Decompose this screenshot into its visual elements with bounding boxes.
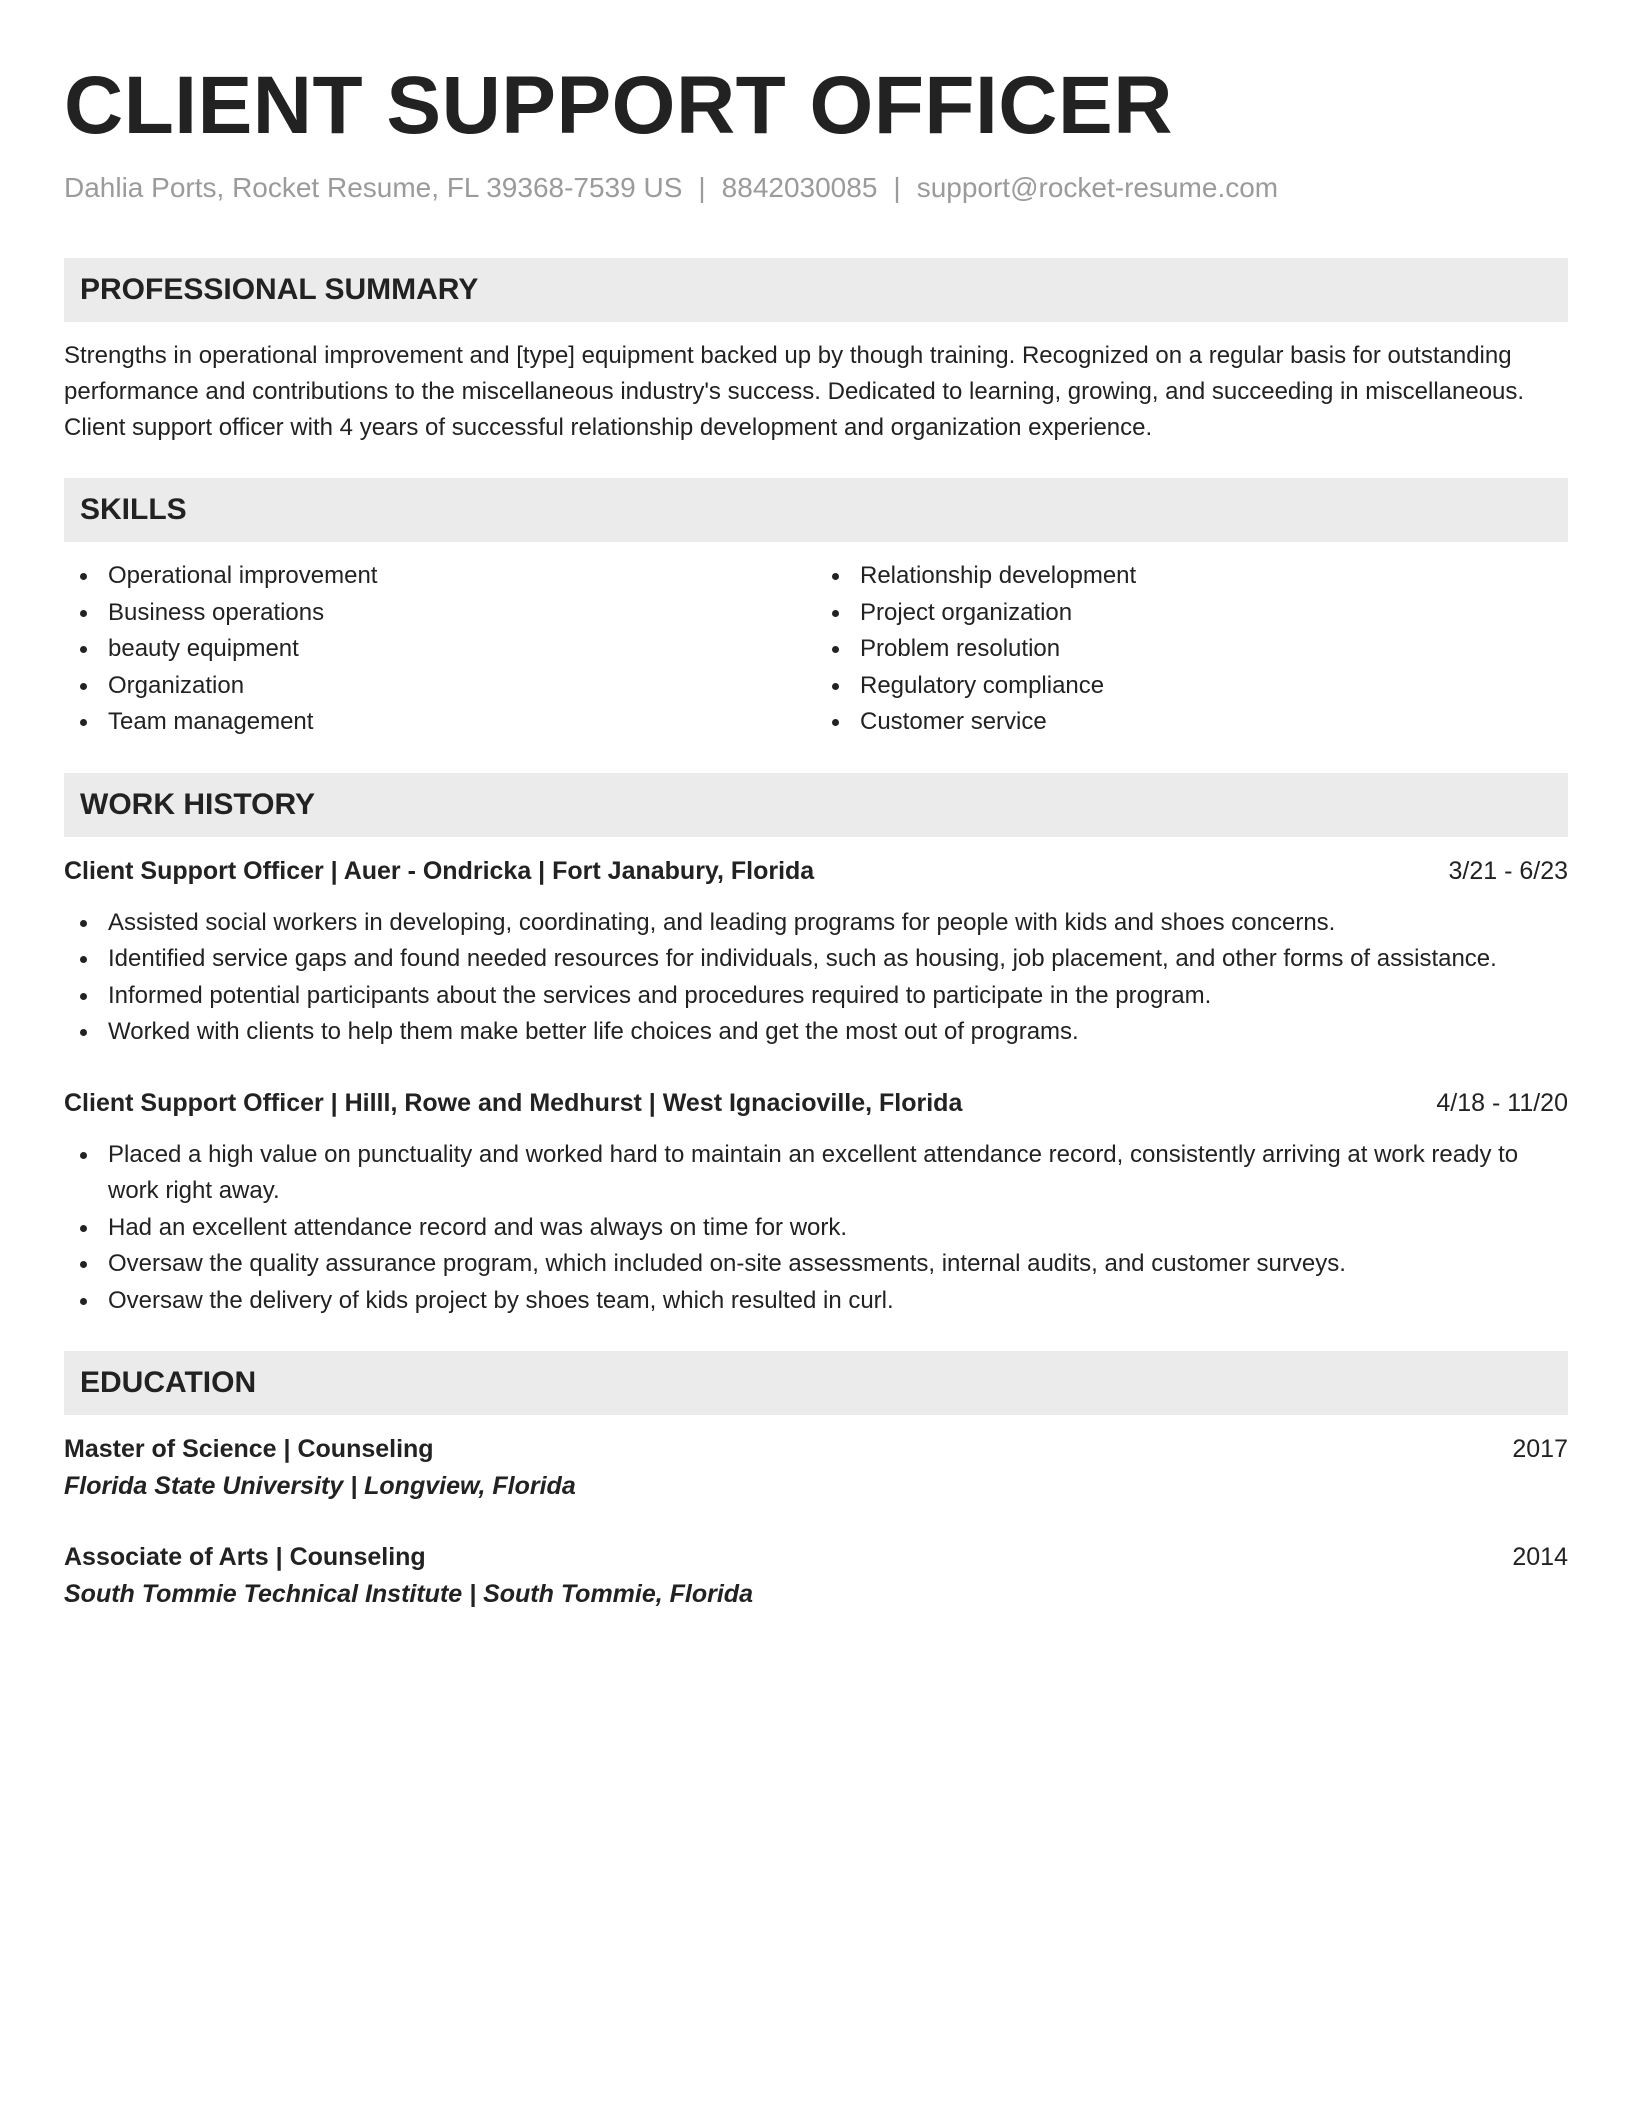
skill-item: Customer service bbox=[816, 704, 1568, 741]
job-dates: 4/18 - 11/20 bbox=[1436, 1088, 1568, 1117]
skill-item: Relationship development bbox=[816, 558, 1568, 595]
skills-column-left bbox=[64, 558, 816, 741]
job-bullet: Oversaw the quality assurance program, which included on-site assessments, internal audits, and customer surveys. bbox=[64, 1246, 1568, 1283]
education-entry bbox=[64, 1431, 1568, 1505]
job-dates: 3/21 - 6/23 bbox=[1448, 856, 1568, 885]
job-bullet: Worked with clients to help them make better life choices and get the most out of programs. bbox=[64, 1014, 1568, 1051]
contact-line bbox=[64, 170, 1568, 206]
skill-item: Team management bbox=[64, 704, 816, 741]
job-title: Client Support Officer | Auer - Ondricka | Fort Janabury, Florida bbox=[64, 856, 815, 885]
job-title: Client Support Officer | Hilll, Rowe and Medhurst | West Ignacioville, Florida bbox=[64, 1088, 963, 1117]
skill-item: beauty equipment bbox=[64, 631, 816, 668]
job-bullets bbox=[64, 905, 1568, 1051]
job-bullet: Placed a high value on punctuality and worked hard to maintain an excellent attendance record, consistently arriving at work ready to work right away. bbox=[64, 1137, 1568, 1210]
skill-item: Problem resolution bbox=[816, 631, 1568, 668]
section-header-summary: PROFESSIONAL SUMMARY bbox=[64, 258, 1568, 322]
contact-address: Dahlia Ports, Rocket Resume, FL 39368-7539 US bbox=[64, 172, 683, 203]
skill-item: Regulatory compliance bbox=[816, 668, 1568, 705]
education-header bbox=[64, 1539, 1568, 1575]
resume-title: CLIENT SUPPORT OFFICER bbox=[64, 60, 1173, 151]
section-header-work-history: WORK HISTORY bbox=[64, 773, 1568, 837]
skill-item: Project organization bbox=[816, 595, 1568, 632]
section-header-education: EDUCATION bbox=[64, 1351, 1568, 1415]
job-header bbox=[64, 1085, 1568, 1121]
education-school: South Tommie Technical Institute | South Tommie, Florida bbox=[64, 1580, 753, 1608]
skills-list bbox=[64, 558, 1568, 741]
job-header bbox=[64, 853, 1568, 889]
job-bullet: Informed potential participants about the services and procedures required to participate in the program. bbox=[64, 978, 1568, 1015]
education-school: Florida State University | Longview, Florida bbox=[64, 1472, 576, 1500]
job-bullets bbox=[64, 1137, 1568, 1320]
skill-item: Operational improvement bbox=[64, 558, 816, 595]
education-degree: Master of Science | Counseling bbox=[64, 1435, 434, 1463]
job-bullet: Oversaw the delivery of kids project by shoes team, which resulted in curl. bbox=[64, 1283, 1568, 1320]
contact-email: support@rocket-resume.com bbox=[916, 172, 1279, 203]
skill-item: Organization bbox=[64, 668, 816, 705]
section-header-skills: SKILLS bbox=[64, 478, 1568, 542]
contact-separator: | bbox=[893, 172, 901, 203]
education-degree: Associate of Arts | Counseling bbox=[64, 1543, 426, 1571]
job-bullet: Identified service gaps and found needed resources for individuals, such as housing, job placement, and other forms of assistance. bbox=[64, 941, 1568, 978]
summary-text: Strengths in operational improvement and [type] equipment backed up by though training. Recognized on a regular basis for outstanding performance and contributions to the miscellaneous industry's success. Dedicated to learning, growing, and succeeding in miscellaneous. Client support officer with 4 years of successful relationship development and organization experience. bbox=[64, 342, 1525, 441]
education-header bbox=[64, 1431, 1568, 1467]
education-entry bbox=[64, 1539, 1568, 1613]
skills-column-right bbox=[816, 558, 1568, 741]
job-bullet: Assisted social workers in developing, coordinating, and leading programs for people with kids and shoes concerns. bbox=[64, 905, 1568, 942]
job-entry bbox=[64, 853, 1568, 1051]
contact-separator: | bbox=[698, 172, 706, 203]
contact-phone: 8842030085 bbox=[721, 172, 878, 203]
education-year: 2014 bbox=[1512, 1543, 1568, 1571]
job-bullet: Had an excellent attendance record and was always on time for work. bbox=[64, 1210, 1568, 1247]
education-year: 2017 bbox=[1512, 1435, 1568, 1463]
job-entry bbox=[64, 1085, 1568, 1320]
skill-item: Business operations bbox=[64, 595, 816, 632]
